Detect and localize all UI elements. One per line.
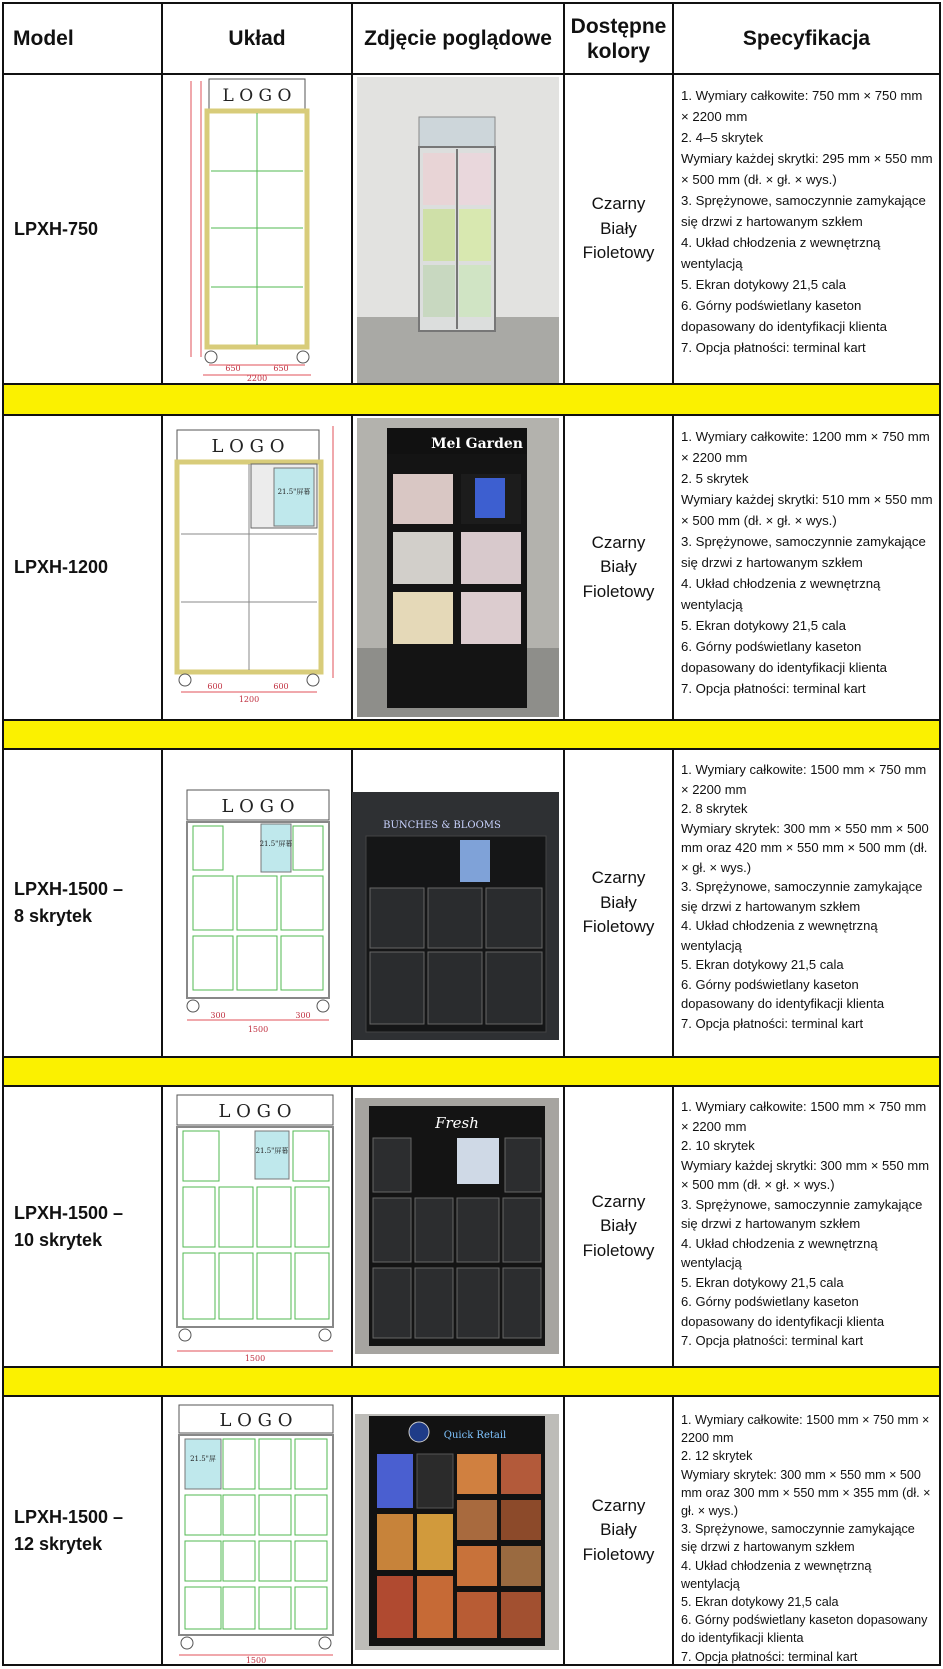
spec-line: 3. Sprężynowe, samoczynnie zamykające się drzwi z hartowanym szkłem <box>681 1196 923 1231</box>
drawing-dimension: 1500 <box>244 1354 266 1363</box>
yellow-separator <box>4 1368 939 1395</box>
spec-line: 6. Górny podświetlany kaseton dopasowany do identyfikacji klienta <box>681 298 887 334</box>
spec-line: 2. 8 skrytek <box>681 801 748 816</box>
drawing-dimension: 2200 <box>246 374 268 383</box>
spec-line: 2. 12 skrytek <box>681 1449 753 1464</box>
header-spec: Specyfikacja <box>742 27 871 51</box>
spec-line: 3. Sprężynowe, samoczynnie zamykające się drzwi z hartowanym szkłem <box>681 534 926 570</box>
photo-illustration <box>357 418 559 717</box>
header-photo: Zdjęcie poglądowe <box>364 27 552 51</box>
row-spec <box>674 1087 939 1366</box>
drawing-dimension: 300 <box>295 1011 311 1020</box>
spec-line: 5. Ekran dotykowy 21,5 cala <box>681 618 846 633</box>
spec-line: 5. Ekran dotykowy 21,5 cala <box>681 1595 839 1610</box>
product-photo <box>357 77 559 383</box>
spec-line: 1. Wymiary całkowite: 1500 mm × 750 mm × 2200 mm <box>681 762 927 797</box>
spec-line: Wymiary skrytek: 300 mm × 550 mm × 500 mm oraz 420 mm × 550 mm × 500 mm (dł. × gł. × wys.) <box>681 820 929 875</box>
spec-line: 4. Układ chłodzenia z wewnętrzną wentylacją <box>681 1558 872 1591</box>
drawing-logo-text: L O G O <box>221 796 295 817</box>
photo-illustration <box>355 1414 559 1650</box>
spec-line: Wymiary każdej skrytki: 300 mm × 550 mm × 500 mm (dł. × gł. × wys.) <box>681 1157 930 1192</box>
row-spec <box>674 75 939 383</box>
row-colors: Czarny Biały Fioletowy <box>582 1191 655 1260</box>
row-model: LPXH-1500 – 12 skrytek <box>14 1506 124 1554</box>
row-model: LPXH-750 <box>14 218 99 239</box>
photo-illustration <box>352 792 559 1040</box>
spec-line: 5. Ekran dotykowy 21,5 cala <box>681 1274 844 1290</box>
drawing-logo-text: L O G O <box>222 86 292 106</box>
row-model: LPXH-1200 <box>14 557 109 577</box>
spec-line: 6. Górny podświetlany kaseton dopasowany do identyfikacji klienta <box>681 1294 885 1329</box>
spec-line: 7. Opcja płatności: terminal kart <box>681 340 866 355</box>
drawing-screen-label: 21.5"屏 <box>190 1455 216 1463</box>
spec-line: 6. Górny podświetlany kaseton dopasowany do identyfikacji klienta <box>681 639 887 675</box>
header-model: Model <box>13 27 74 51</box>
spec-line: 2. 5 skrytek <box>681 471 749 486</box>
spec-line: 7. Opcja płatności: terminal kart <box>681 681 866 696</box>
spec-line: 6. Górny podświetlany kaseton dopasowany do identyfikacji klienta <box>681 976 885 1011</box>
photo-illustration <box>357 77 559 383</box>
photo-illustration <box>355 1098 559 1354</box>
drawing-logo-text: L O G O <box>211 436 285 457</box>
layout-drawing <box>163 750 351 1056</box>
spec-line: 4. Układ chłodzenia z wewnętrzną wentylacją <box>681 235 881 271</box>
drawing-logo-text: L O G O <box>219 1410 293 1431</box>
technical-drawing <box>163 750 351 1056</box>
drawing-dimension: 650 <box>273 364 289 373</box>
technical-drawing <box>163 1397 351 1664</box>
spec-line: 6. Górny podświetlany kaseton dopasowany do identyfikacji klienta <box>681 1613 928 1646</box>
spec-line: Wymiary każdej skrytki: 510 mm × 550 mm × 500 mm (dł. × gł. × wys.) <box>681 492 933 528</box>
layout-drawing <box>163 1087 351 1366</box>
drawing-screen-label: 21.5"屏幕 <box>255 1147 289 1155</box>
spec-line: 1. Wymiary całkowite: 1200 mm × 750 mm × 2200 mm <box>681 429 930 465</box>
product-photo <box>357 418 559 717</box>
row-colors: Czarny Biały Fioletowy <box>582 1495 655 1564</box>
drawing-dimension: 1500 <box>247 1025 269 1034</box>
drawing-dimension: 300 <box>210 1011 226 1020</box>
technical-drawing <box>163 1087 351 1366</box>
spec-line: Wymiary skrytek: 300 mm × 550 mm × 500 mm oraz 300 mm × 550 mm × 355 mm (dł. × gł. × wys.) <box>681 1467 931 1519</box>
photo-brand-text: Mel Garden <box>431 436 523 452</box>
spec-line: 7. Opcja płatności: terminal kart <box>681 1649 858 1664</box>
spec-line: 4. Układ chłodzenia z wewnętrzną wentylacją <box>681 576 881 612</box>
row-model: LPXH-1500 – 10 skrytek <box>14 1202 124 1250</box>
yellow-separator <box>4 721 939 748</box>
photo-brand-text: Fresh <box>435 1114 479 1132</box>
spec-line: 3. Sprężynowe, samoczynnie zamykające się drzwi z hartowanym szkłem <box>681 1522 915 1555</box>
yellow-separator <box>4 1058 939 1085</box>
yellow-separator <box>4 385 939 414</box>
layout-drawing <box>163 75 351 383</box>
photo-brand-text: Quick Retail <box>443 1430 507 1441</box>
drawing-logo-text: L O G O <box>218 1101 292 1122</box>
spec-line: Wymiary każdej skrytki: 295 mm × 550 mm × 500 mm (dł. × gł. × wys.) <box>681 151 933 187</box>
product-photo <box>355 1414 559 1650</box>
drawing-dimension: 650 <box>225 364 241 373</box>
spec-line: 5. Ekran dotykowy 21,5 cala <box>681 957 844 972</box>
photo-brand-text: BUNCHES & BLOOMS <box>383 820 501 831</box>
spec-line: 2. 4–5 skrytek <box>681 130 764 145</box>
layout-drawing <box>163 1397 351 1664</box>
row-spec <box>674 416 939 719</box>
row-spec <box>674 1397 939 1664</box>
header-colors <box>565 4 672 74</box>
row-model: LPXH-1500 – 8 skrytek <box>14 879 124 926</box>
spec-line: 3. Sprężynowe, samoczynnie zamykające się drzwi z hartowanym szkłem <box>681 879 923 914</box>
spec-line: 2. 10 skrytek <box>681 1138 755 1153</box>
spec-line: 1. Wymiary całkowite: 1500 mm × 750 mm × 2200 mm <box>681 1099 927 1134</box>
header-layout: Układ <box>228 27 286 51</box>
spec-line: 7. Opcja płatności: terminal kart <box>681 1333 864 1348</box>
drawing-screen-label: 21.5"屏幕 <box>259 840 293 848</box>
header-colors-line2: kolory <box>586 40 651 63</box>
spec-line: 4. Układ chłodzenia z wewnętrzną wentylacją <box>681 1235 878 1270</box>
row-colors: Czarny Biały Fioletowy <box>582 194 655 263</box>
technical-drawing <box>163 416 351 719</box>
drawing-dimension: 600 <box>207 682 223 691</box>
spec-line: 4. Układ chłodzenia z wewnętrzną wentylacją <box>681 918 878 953</box>
technical-drawing <box>163 75 351 383</box>
drawing-dimension: 1500 <box>245 1656 267 1664</box>
product-photo <box>352 792 559 1040</box>
spec-line: 3. Sprężynowe, samoczynnie zamykające się drzwi z hartowanym szkłem <box>681 193 926 229</box>
drawing-screen-label: 21.5"屏幕 <box>277 488 311 496</box>
spec-line: 7. Opcja płatności: terminal kart <box>681 1015 864 1031</box>
spec-line: 1. Wymiary całkowite: 1500 mm × 750 mm × 2200 mm <box>681 1413 930 1446</box>
drawing-dimension: 600 <box>273 682 289 691</box>
spec-line: 1. Wymiary całkowite: 750 mm × 750 mm × 2200 mm <box>681 88 923 124</box>
spec-line: 5. Ekran dotykowy 21,5 cala <box>681 277 846 292</box>
row-spec <box>674 750 939 1056</box>
drawing-dimension: 1200 <box>238 695 260 704</box>
row-colors: Czarny Biały Fioletowy <box>582 532 655 601</box>
product-photo <box>355 1098 559 1354</box>
row-colors: Czarny Biały Fioletowy <box>582 868 655 937</box>
header-colors-line1: Dostępne <box>570 14 667 38</box>
layout-drawing <box>163 416 351 719</box>
